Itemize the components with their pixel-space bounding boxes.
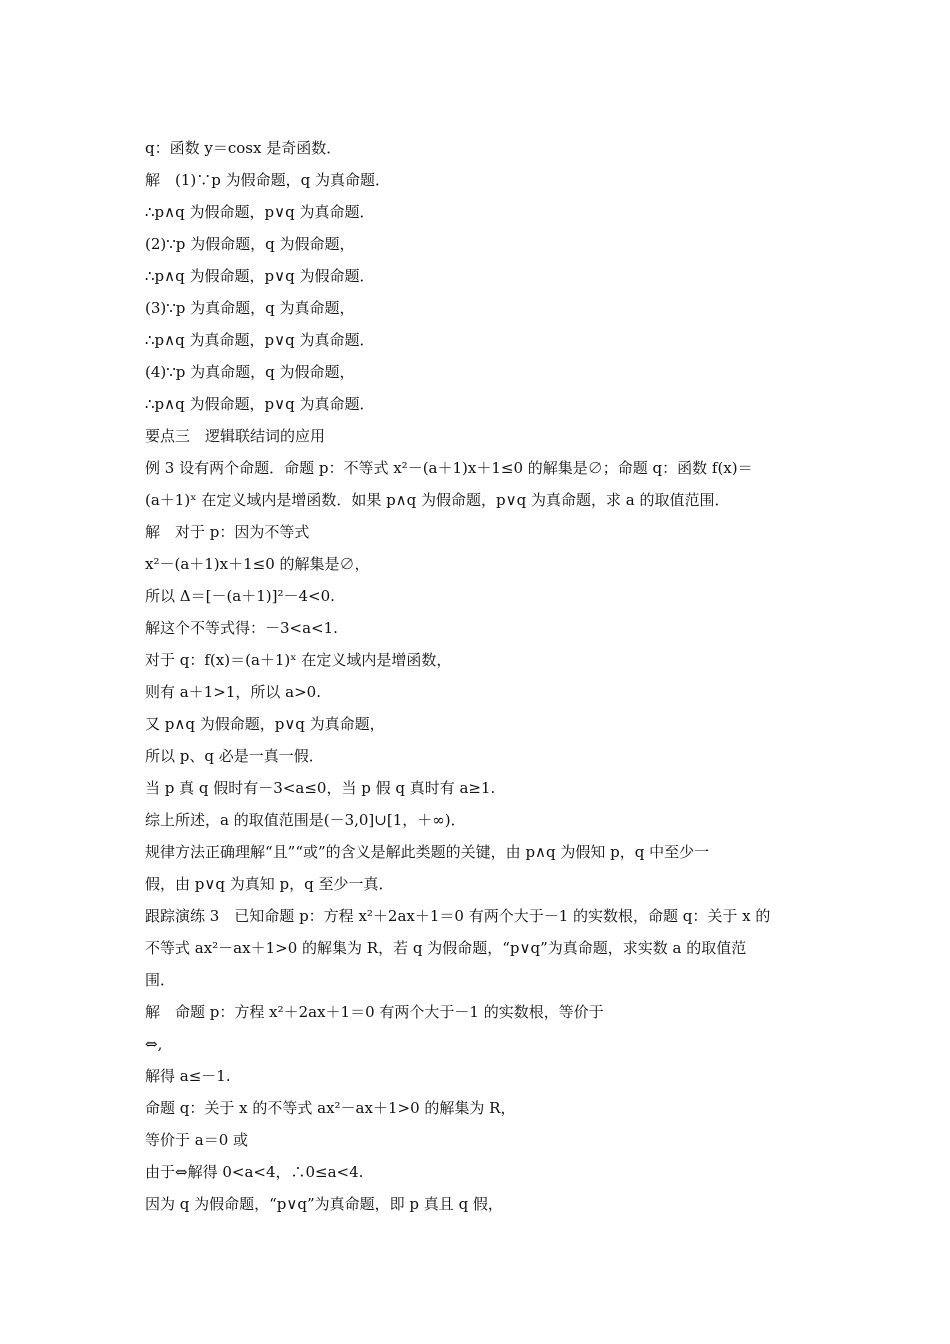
text-line: x²－(a＋1)x＋1≤0 的解集是∅， bbox=[145, 555, 370, 573]
text-line: (4)∵p 为真命题，q 为假命题， bbox=[145, 363, 355, 381]
text-line: 围． bbox=[145, 971, 176, 989]
text-line: 解 命题 p：方程 x²＋2ax＋1＝0 有两个大于－1 的实数根，等价于 bbox=[145, 1003, 604, 1021]
text-line: ∴p∧q 为假命题，p∨q 为真命题． bbox=[145, 395, 375, 413]
text-line: 综上所述，a 的取值范围是(－3,0]∪[1，＋∞)． bbox=[145, 811, 466, 829]
text-line: 解得 a≤－1. bbox=[145, 1067, 231, 1085]
text-line: ∴p∧q 为假命题，p∨q 为假命题． bbox=[145, 267, 375, 285]
text-line: 所以 Δ＝[－(a＋1)]²－4<0. bbox=[145, 587, 335, 605]
text-line: ⇔, bbox=[145, 1035, 163, 1053]
text-line: 命题 q：关于 x 的不等式 ax²－ax＋1>0 的解集为 R， bbox=[145, 1099, 516, 1117]
text-line: (3)∵p 为真命题，q 为真命题， bbox=[145, 299, 355, 317]
text-line: 等价于 a＝0 或 bbox=[145, 1131, 249, 1149]
document-body bbox=[145, 132, 815, 1220]
text-line: ∴p∧q 为假命题，p∨q 为真命题． bbox=[145, 203, 375, 221]
text-line: 不等式 ax²－ax＋1>0 的解集为 R，若 q 为假命题，“p∨q”为真命题，求实数 a 的取值范 bbox=[145, 939, 747, 957]
text-line: (a＋1)ˣ 在定义域内是增函数．如果 p∧q 为假命题，p∨q 为真命题，求 a 的取值范围． bbox=[145, 491, 730, 509]
text-line: 要点三 逻辑联结词的应用 bbox=[145, 427, 326, 445]
text-line: 对于 q：f(x)＝(a＋1)ˣ 在定义域内是增函数， bbox=[145, 651, 452, 669]
text-line: 跟踪演练 3 已知命题 p：方程 x²＋2ax＋1＝0 有两个大于－1 的实数根，命题 q：关于 x 的 bbox=[145, 907, 771, 925]
text-line: 则有 a＋1>1，所以 a>0. bbox=[145, 683, 321, 701]
text-line: 当 p 真 q 假时有－3<a≤0，当 p 假 q 真时有 a≥1. bbox=[145, 779, 496, 797]
text-line: 解 对于 p：因为不等式 bbox=[145, 523, 310, 541]
text-line: 又 p∧q 为假命题，p∨q 为真命题， bbox=[145, 715, 385, 733]
text-line: 假，由 p∨q 为真知 p，q 至少一真． bbox=[145, 875, 394, 893]
text-line: 解这个不等式得：－3<a<1. bbox=[145, 619, 338, 637]
text-line: 因为 q 为假命题，“p∨q”为真命题，即 p 真且 q 假， bbox=[145, 1195, 503, 1213]
text-line: 由于⇔解得 0<a<4，∴0≤a<4. bbox=[145, 1163, 364, 1181]
text-line: 解 (1)∵p 为假命题，q 为真命题． bbox=[145, 171, 390, 189]
text-line: (2)∵p 为假命题，q 为假命题， bbox=[145, 235, 355, 253]
text-line: ∴p∧q 为真命题，p∨q 为真命题． bbox=[145, 331, 375, 349]
text-line: 例 3 设有两个命题．命题 p：不等式 x²－(a＋1)x＋1≤0 的解集是∅；命题 q：函数 f(x)＝ bbox=[145, 459, 753, 477]
text-line: q：函数 y＝cosx 是奇函数． bbox=[145, 139, 342, 157]
text-line: 规律方法正确理解“且”“或”的含义是解此类题的关键，由 p∧q 为假知 p，q 中至少一 bbox=[145, 843, 710, 861]
text-line: 所以 p、q 必是一真一假． bbox=[145, 747, 324, 765]
